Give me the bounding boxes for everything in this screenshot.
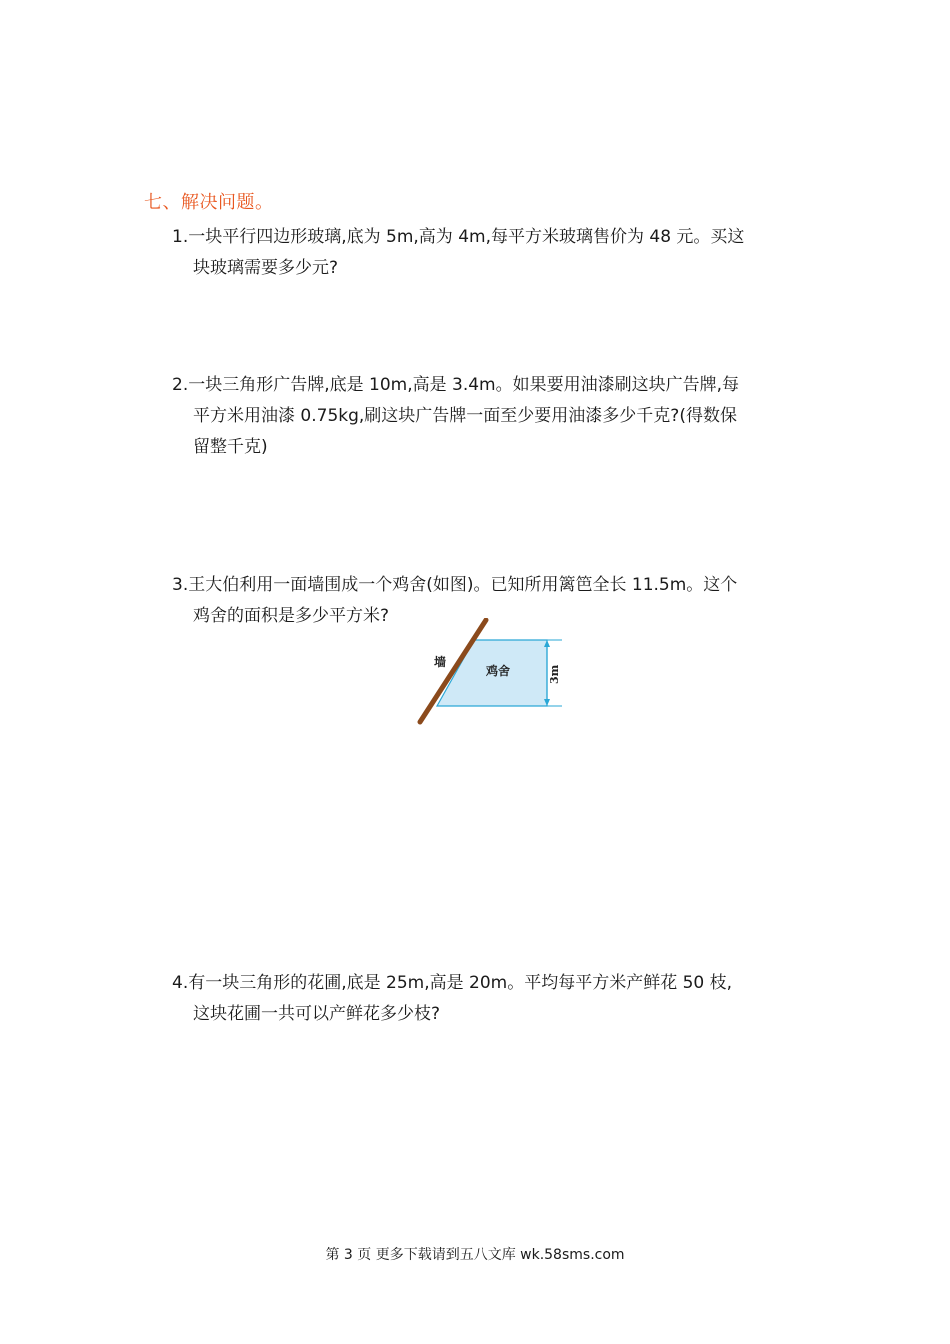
problem-line: 这块花圃一共可以产鲜花多少枝? [193,1004,441,1024]
section-title: 七、解决问题。 [144,192,274,213]
problem-line: 2.一块三角形广告牌,底是 10m,高是 3.4m。如果要用油漆刷这块广告牌,每 [172,375,740,395]
problem-line: 4.有一块三角形的花圃,底是 25m,高是 20m。平均每平方米产鲜花 50 枝, [172,973,733,993]
problem-line: 1.一块平行四边形玻璃,底为 5m,高为 4m,每平方米玻璃售价为 48 元。买这 [172,227,745,247]
problem-2 [172,370,812,463]
coop-label: 鸡舍 [486,664,511,678]
height-label: 3m [548,664,561,684]
problem-line: 平方米用油漆 0.75kg,刷这块广告牌一面至少要用油漆多少千克?(得数保 [193,406,737,426]
problem-4 [172,968,812,1030]
wall-label: 墙 [434,655,447,669]
problem-line: 鸡舍的面积是多少平方米? [193,606,390,626]
problem-line: 留整千克) [193,437,268,457]
chicken-coop-figure [400,618,580,728]
problem-line: 3.王大伯利用一面墙围成一个鸡舍(如图)。已知所用篱笆全长 11.5m。这个 [172,575,738,595]
problem-1 [172,222,812,284]
problem-line: 块玻璃需要多少元? [193,258,339,278]
page-footer: 第 3 页 更多下载请到五八文库 wk.58sms.com [325,1247,625,1263]
